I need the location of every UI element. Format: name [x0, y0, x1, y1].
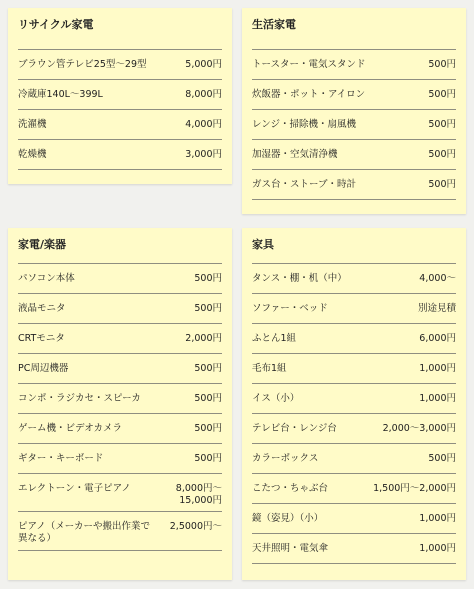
price-row: [18, 140, 222, 170]
price-row: [252, 110, 456, 140]
item-price: 1,000円: [419, 363, 456, 374]
card-title: リサイクル家電: [18, 18, 94, 31]
price-row: [18, 110, 222, 140]
price-row: [252, 474, 456, 504]
item-name: こたつ・ちゃぶ台: [252, 483, 329, 494]
item-name: 加湿器・空気清浄機: [252, 149, 338, 160]
item-price: 500円: [428, 453, 456, 464]
item-name: コンポ・ラジカセ・スピーカ: [18, 393, 141, 404]
item-price: 500円: [194, 363, 222, 374]
item-name: カラーボックス: [252, 453, 319, 464]
price-row: [18, 474, 222, 512]
item-price: 4,000円: [185, 119, 222, 130]
price-row: [252, 324, 456, 354]
item-name: タンス・棚・机（中）: [252, 273, 347, 284]
item-price: 500円: [194, 453, 222, 464]
item-price: 2,000円: [185, 333, 222, 344]
item-name: 天井照明・電気傘: [252, 543, 329, 554]
price-row: [252, 354, 456, 384]
price-row: [252, 80, 456, 110]
item-name: 液晶モニタ: [18, 303, 66, 314]
item-name: イス（小）: [252, 393, 300, 404]
item-name: ピアノ（メーカーや搬出作業で 異なる）: [18, 521, 151, 544]
price-card-electronics-instruments: [8, 228, 232, 580]
item-price: 8,000円: [185, 89, 222, 100]
item-price: 4,000〜: [419, 273, 456, 284]
item-price: 8,000円〜 15,000円: [175, 483, 222, 506]
card-title: 生活家電: [252, 18, 296, 31]
item-name: ソファー・ベッド: [252, 303, 328, 314]
price-card-furniture: [242, 228, 466, 580]
price-row: [18, 50, 222, 80]
item-name: 毛布1組: [252, 363, 287, 374]
item-name: パソコン本体: [18, 273, 75, 284]
item-price: 500円: [194, 273, 222, 284]
item-price: 500円: [194, 423, 222, 434]
price-row: [252, 170, 456, 200]
item-name: CRTモニタ: [18, 333, 65, 344]
item-price: 1,000円: [419, 393, 456, 404]
price-card-household-appliances: [242, 8, 466, 214]
item-price: 500円: [428, 179, 456, 190]
item-price: 別途見積: [417, 303, 456, 314]
price-row: [252, 384, 456, 414]
price-row: [18, 80, 222, 110]
item-price: 3,000円: [185, 149, 222, 160]
item-name: ギター・キーボード: [18, 453, 104, 464]
item-price: 500円: [194, 393, 222, 404]
item-price: 2,5000円〜: [169, 521, 222, 532]
price-card-recycle-appliances: [8, 8, 232, 184]
item-price: 2,000〜3,000円: [382, 423, 456, 434]
price-row: [252, 414, 456, 444]
item-name: 乾燥機: [18, 149, 47, 160]
price-row: [252, 140, 456, 170]
item-price: 1,000円: [419, 543, 456, 554]
item-price: 500円: [428, 89, 456, 100]
item-name: ふとん1組: [252, 333, 297, 344]
item-name: トースター・電気スタンド: [252, 59, 366, 70]
price-row: [252, 444, 456, 474]
price-row: [18, 324, 222, 354]
card-title: 家電/楽器: [18, 238, 67, 251]
price-row: [252, 504, 456, 534]
item-name: レンジ・掃除機・扇風機: [252, 119, 357, 130]
item-price: 1,500円〜2,000円: [373, 483, 456, 494]
price-row: [18, 264, 222, 294]
item-price: 500円: [428, 119, 456, 130]
price-row: [18, 512, 222, 551]
item-name: ゲーム機・ビデオカメラ: [18, 423, 123, 434]
item-name: 冷蔵庫140L〜399L: [18, 89, 103, 100]
item-name: 鏡（姿見）（小）: [252, 513, 324, 524]
item-name: ガス台・ストーブ・時計: [252, 179, 357, 190]
price-row: [252, 50, 456, 80]
item-name: 炊飯器・ポット・アイロン: [252, 89, 366, 100]
price-row: [252, 534, 456, 564]
item-name: エレクトーン・電子ピアノ: [18, 483, 131, 494]
price-row: [252, 294, 456, 324]
item-price: 500円: [428, 149, 456, 160]
price-row: [18, 444, 222, 474]
price-row: [18, 294, 222, 324]
price-row: [18, 354, 222, 384]
item-price: 500円: [428, 59, 456, 70]
item-name: PC周辺機器: [18, 363, 69, 374]
item-price: 1,000円: [419, 513, 456, 524]
item-name: 洗濯機: [18, 119, 47, 130]
price-row: [18, 414, 222, 444]
item-price: 5,000円: [185, 59, 222, 70]
price-row: [18, 384, 222, 414]
card-title: 家具: [252, 238, 274, 251]
item-price: 6,000円: [419, 333, 456, 344]
price-row: [252, 264, 456, 294]
item-price: 500円: [194, 303, 222, 314]
item-name: テレビ台・レンジ台: [252, 423, 337, 434]
item-name: ブラウン管テレビ25型〜29型: [18, 59, 147, 70]
